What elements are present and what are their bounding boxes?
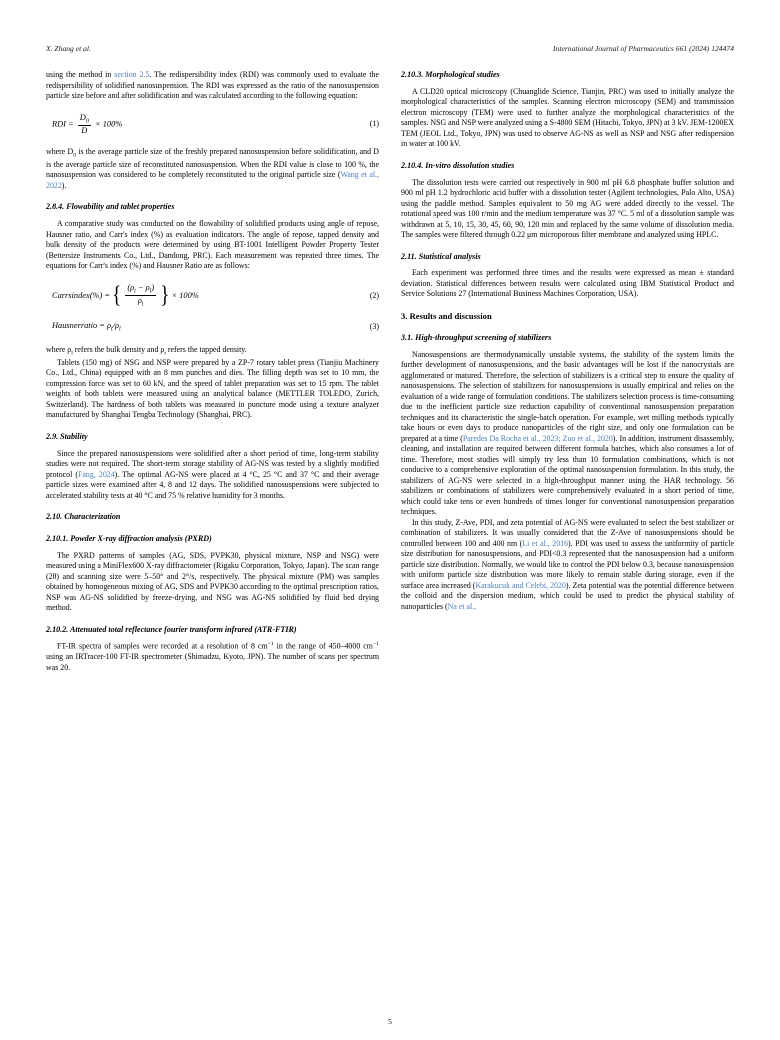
paragraph-flowability: A comparative study was conducted on the flowability of solidified products using angle of repose, Hausner ratio, and Carr's index (%) as evaluation indicators. The angle of repose, tapped density and bulk density of the products were determined by using BT-1001 Intelligent Powder Property Tester (Bettersize Instruments Co., Ltd., Dandong, PRC). Each measurement was repeated three times. The equations for Carr's index (%) and Hausner Ratio are as follows: [46, 219, 379, 271]
heading-3: 3. Results and discussion [401, 310, 492, 321]
text-run: In this study, Z-Ave, PDI, and zeta potential of AG-NS were evaluated to select the best stabilizer or combination of stabilizers. It was usually considered that the Z-Ave of nanosuspensions should be controlled between 100 and 400 nm ( [401, 517, 734, 548]
text-run: l [149, 288, 152, 295]
heading-2-9: 2.9. Stability [46, 431, 88, 441]
text-run: −1 [267, 641, 274, 648]
link-wang-2022[interactable]: Wang et al., 2022 [46, 170, 379, 190]
link-li-2016[interactable]: Li et al., 2016 [522, 538, 569, 548]
text-run: /ρ [112, 320, 120, 330]
text-run: FT-IR spectra of samples were recorded at a resolution of 8 cm [57, 641, 268, 651]
paragraph-statistical: Each experiment was performed three times and the results were expressed as mean ± standard deviation. Statistical differences between results were calculated using IBM Statistical Product and Service Solutions 27 (International Business Machines Corporation, USA). [401, 268, 734, 299]
text-run: refers the tapped density. [165, 344, 247, 354]
paragraph-rdi-intro [46, 70, 379, 102]
equation-1-row [46, 113, 379, 136]
equation-1-denominator: D [81, 126, 88, 136]
running-head-authors: X. Zhang et al. [46, 44, 91, 53]
equation-2-right-brace: } [160, 282, 170, 309]
text-run: ) [151, 282, 155, 292]
running-head-journal: International Journal of Pharmaceutics 661 (2024) 124474 [553, 44, 734, 53]
equation-2-left-brace: { [112, 282, 122, 309]
heading-2-8-4: 2.8.4. Flowability and tablet properties [46, 202, 175, 212]
page-number: 5 [388, 1017, 392, 1026]
text-run: D [79, 112, 86, 122]
equation-1-lhs: RDI = [52, 119, 74, 129]
text-run: Since the prepared nanosuspensions were solidified after a short period of time, long-term stability studies were not required. The short-term storage stability of AG-NS was tested by a slightly modified protocol ( [46, 448, 379, 479]
heading-2-11: 2.11. Statistical analysis [401, 251, 481, 261]
equation-3-body [46, 320, 370, 334]
text-run: sindex(%) = [68, 290, 110, 300]
text-run: ). PDI was used to assess the uniformity of particle size distribution for nanosuspensions, and PDI<0.3 represented that the nanosuspension had a uniform particle size distribution. Normally, we would like to control the PDI below 0.3, because nanosuspension with uniform particle size distribution was more likely to remain stable during storage, even if the surface area increased ( [401, 538, 734, 590]
text-run: ). Zeta potential was the potential difference between the colloid and the dispersion medium, which could be used to predict the physical stability of nanoparticles ( [401, 580, 735, 611]
text-run: ). The optimal AG-NS were placed at 4 °C, 25 °C and 37 °C and their average particle sizes were examined after 4, 8 and 12 days. The solidified nanosuspensions were subjected to accelerated stability tests at 40 °C and 75 % relative humidity for 3 months. [46, 469, 380, 500]
text-run: . The redispersibility index (RDI) was commonly used to evaluate the redispersibility of solidified nanosuspension. The RDI was expressed as the ratio of the nanosuspension particle size before and after solidification and was calculated according to the following equation: [46, 70, 379, 100]
text-run: Nanosuspensions are thermodynamically unstable systems, the stability of the system limits the further development of nanosuspensions, and the basic advantages will be lost if the nanocrystals are agglomerated or matured. Therefore, the selection of stabilizers is a critical step to ensure the quality of nanosuspensions. The selection of stabilizers for nanosuspensions is usually empirical and relies on the evaluation of a wide range of formulation conditions. The stabilizers selection process is time-consuming due to the inefficient particle size reduction capability of conventional nanosuspension preparation techniques and its characteristic the single-batch operation. For example, wet milling methods typically take hours or even days to produce nanoparticles of the right size, and only one formulation can be prepared at a time ( [401, 349, 734, 443]
text-run: 0 [85, 118, 89, 125]
running-head [46, 44, 734, 56]
paragraph-dissolution: The dissolution tests were carried out respectively in 900 ml pH 6.8 phosphate buffer solution and 900 ml pH 1.2 hydrochloric acid buffer with a dissolution tester (Agilent technologies, Palo Alto, USA) using the paddle method. Samples equivalent to 50 mg AG were added directly to the vessel. The rotational speed was 100 r/min and the medium temperature was 37 °C. 5 ml of a dissolution sample was withdrawn at 5, 10, 15, 30, 45, 60, 90, 120 min and replaced by the same volume of dissolution media. The samples were filtered through 0.22 μm microporous filter membrane and analyzed using HPLC. [401, 177, 734, 239]
equation-2-number: (2) [369, 290, 379, 300]
text-run: t [111, 326, 113, 333]
equation-2-row [46, 283, 379, 309]
paragraph-screening-1 [401, 350, 734, 518]
text-run: Carr [52, 290, 69, 300]
equation-2-numerator [125, 283, 156, 297]
paragraph-screening-2 [401, 518, 734, 613]
paragraph-atr-ftir [46, 641, 379, 673]
text-run: l [119, 326, 121, 333]
text-run: refers the bulk density and ρ [72, 344, 165, 354]
left-column [46, 70, 379, 1000]
text-run: ρ [137, 296, 142, 306]
text-run: using an IRTracer-100 FT-IR spectrometer (Shimadzu, Kyoto, JPN). The number of scans per spectrum was 20. [46, 652, 379, 672]
equation-2-tail: × 100% [171, 290, 199, 300]
link-fang-2024[interactable]: Fang, 2024 [78, 469, 115, 479]
equation-1-fraction [78, 113, 91, 136]
right-column [401, 70, 734, 1000]
text-run: (ρ [127, 282, 135, 292]
heading-2-10-2: 2.10.2. Attenuated total reflectance fourier transform infrared (ATR-FTIR) [46, 624, 297, 634]
body-columns [46, 70, 734, 1000]
text-run: ). [61, 180, 67, 190]
text-run: − ρ [135, 282, 150, 292]
equation-2-fraction [125, 283, 156, 309]
link-karakucuk-celebi-2020[interactable]: Karakucuk and Celebi, 2020 [475, 580, 566, 590]
text-run: Hausnerratio = ρ [52, 320, 111, 330]
heading-2-10-1: 2.10.1. Powder X-ray diffraction analysis (PXRD) [46, 533, 212, 543]
text-run: −1 [372, 641, 379, 648]
text-run: t [141, 301, 144, 308]
equation-3-row [46, 320, 379, 334]
heading-2-10-3: 2.10.3. Morphological studies [401, 70, 500, 79]
paragraph-after-eq1 [46, 147, 379, 192]
paragraph-pxrd: The PXRD patterns of samples (AG, SDS, PVPK30, physical mixture, NSP and NSG) were measured using a MiniFlex600 X-ray diffractometer (Rigaku Corporation, Tokyo, Japan). The scan range (2θ) and scanning size were 5–50° and 2°/s, respectively. The physical mixture (PM) was samples obtained by homogeneous mixing of AG, SDS and PVPK30 according to the optimal prescription ratios, NSP was AG-NS solidified by freeze-drying, and NSG was AG-NS solidified by fluid bed drying method. [46, 550, 379, 613]
equation-1-number: (1) [369, 118, 379, 128]
text-run: t [134, 288, 136, 295]
text-run: 0 [73, 152, 77, 159]
text-run: in the range of 450–4000 cm [273, 641, 373, 651]
equation-1-tail: × 100% [94, 119, 123, 129]
text-run: using the method in [46, 70, 115, 79]
link-section-2-5[interactable]: section 2.5 [114, 70, 150, 79]
paragraph-tablets: Tablets (150 mg) of NSG and NSP were prepared by a ZP-7 rotary tablet press (Tianjiu Machinery Co., Ltd., China) equipped with an 8 mm punches and dies. The filling depth was set to 10 mm, the compression force was set to 60 kN, and the speed of tablet preparation was set to 15 rpm. The tablet weights of both tablets were measured using an analytical balance (METTLER TOLEDO, Zurich, Switzerland). The hardness of both tablets was measured in puncture mode using a texture analyzer manufactured by Shanghai Tengba Technology (Shanghai, PRC). [46, 357, 379, 420]
paragraph-morphological: A CLD20 optical microscopy (Chuanglide Science, Tianjin, PRC) was used to initially analyze the morphological characteristics of the samples. Scanning electron microscopy (SEM) and transmission electron microscopy (TEM) were used to further analyze the morphological characteristics of the samples. NSG and NSP were analyzed using a S-4800 SEM (Hitachi, Tokyo, JPN) at 3 kV. JEM-1200EX TEM (JEOL Ltd., Tokyo, JPN) was used to observe AG-NS as well as NSP and NSG after redispersion in water at 100 kV. [401, 86, 734, 149]
text-run: is the average particle size of the freshly prepared nanosuspension before solidification, and D is the average particle size of reconstituted nanosuspension. When the RDI value is close to 100 %, the nanosuspension was considered to be completely reconstituted to the original particle size ( [46, 146, 379, 180]
heading-2-10-4: 2.10.4. In-vitro dissolution studies [401, 160, 515, 170]
text-run: where D [46, 146, 74, 156]
paragraph-stability [46, 449, 379, 502]
equation-2-body [46, 283, 370, 309]
text-run: t [164, 350, 166, 357]
equation-2-denominator [125, 296, 156, 309]
text-run: where ρ [46, 344, 72, 354]
text-run: ). In addition, instrument disassembly, cleaning, and installation are required between different formula batches, which also consumes a lot of time. Therefore, most studies will simply try less than 10 formulation combinations, which is not conducive to a comprehensive exploration of the optimal nanosuspension formulation. In this study, the stabilizers of AG-NS were selected in a high-throughput manner using the HAR technology. 56 stabilizers or combinations of stabilizers were comprehensively evaluated in a short period of time, which could take tens or even hundreds of times longer for conventional nanosuspension preparation techniques. [401, 433, 734, 517]
paragraph-after-eq3 [46, 345, 379, 358]
link-na-et-al[interactable]: Na et al., [447, 601, 477, 611]
heading-2-10: 2.10. Characterization [46, 512, 121, 522]
equation-3-number: (3) [369, 321, 379, 331]
equation-1-body [46, 113, 370, 136]
text-run: l [71, 350, 73, 357]
link-paredes-zuo[interactable]: Paredes Da Rocha et al., 2023; Zuo et al., 2020 [462, 433, 613, 443]
heading-3-1: 3.1. High-throughput screening of stabilizers [401, 333, 552, 343]
equation-1-numerator [78, 113, 91, 127]
